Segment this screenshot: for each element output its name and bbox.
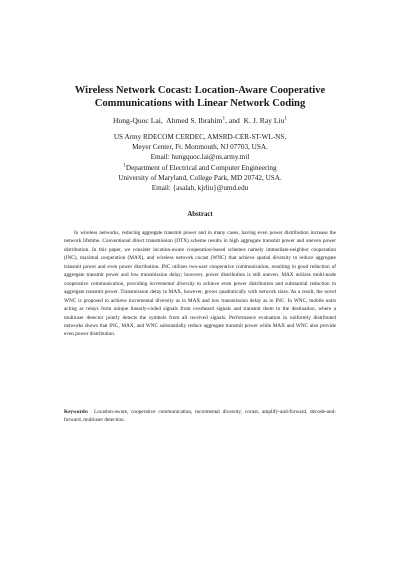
affiliation-2-email: Email: {asalah, kjrliu}@umd.edu	[151, 184, 249, 193]
paper-title	[40, 84, 360, 110]
title-line-2: Communications with Linear Network Coding	[94, 98, 306, 109]
affiliation-2-dept: Department of Electrical and Computer Engineering	[125, 163, 277, 172]
author-1: Hung-Quoc Lai,	[112, 116, 163, 125]
author-2-affiliation-mark: 1	[222, 115, 226, 122]
abstract-text-part-2: to achieve even power distribution and substantial reduction in aggregate transmit power. Transmission delay in MAX, however, grows quadratically with network sizes. As a result, the novel WNC is proposed to achieve incremental diversity as in MAX and low transmission delay as in INC. In WNC, mobile units acting as relays form unique linearly-coded signals from overheard signals and transmit them to the destination, where a multiuser detector jointly detects the symbols from all received signals. Performance evaluation in uniformly distributed networks shows that INC, MAX, and WNC substantially reduce aggregate transmit power while MAX and WNC also provide even power distribution.	[64, 280, 336, 338]
affiliation-1-email: Email: hungquoc.lai@us.army.mil	[150, 153, 250, 162]
author-3-affiliation-mark: 1	[284, 115, 288, 122]
abstract-emphasis: incremental diversity	[149, 280, 195, 287]
affiliation-2-mark: 1	[123, 163, 126, 169]
author-2: Ahmed S. Ibrahim	[166, 116, 223, 125]
affiliation-1-line-1: US Army RDECOM CERDEC, AMSRD-CER-ST-WL-NS,	[113, 133, 287, 141]
affiliation-2-line-2: University of Maryland, College Park, MD 20742, USA.	[118, 173, 282, 182]
keywords-text: Location-aware, cooperative communication, incremental diversity, cocast, amplify-and-forward, decode-and-forward, multiuser detection.	[64, 409, 336, 424]
author-3: K. J. Ray Liu	[243, 116, 285, 125]
author-list	[40, 116, 360, 126]
affiliation-1-line-2: Meyer Center, Ft. Monmouth, NJ 07703, USA.	[132, 143, 268, 152]
abstract-heading: Abstract	[187, 211, 213, 218]
title-line-1: Wireless Network Cocast: Location-Aware Cooperative	[74, 85, 326, 96]
abstract-text-part-1: In wireless networks, reducing aggregate transmit power and in many cases, having even power distribution increase the network lifetime. Conventional direct transmission (DTX) scheme results in high aggregate transmit power and uneven power distribution. In this paper, we consider location-aware cooperation-based schemes namely immediate-neighbor cooperation (INC), maximal cooperation (MAX), and wireless network cocast (WNC) that achieve spatial diversity to reduce aggregate transmit power and even power distribution. INC utilizes two-user cooperative communication, resulting in good reduction of aggregate transmit power and low transmission delay; however, power distribution is still uneven. MAX utilizes multi-node cooperative communication, providing	[64, 230, 336, 287]
keywords-label: Keywords:	[64, 409, 89, 415]
affiliation-2-line-1	[40, 163, 360, 173]
author-separator: , and	[225, 116, 240, 125]
affiliations	[40, 132, 360, 193]
abstract-body	[64, 229, 336, 339]
keywords	[64, 408, 336, 425]
